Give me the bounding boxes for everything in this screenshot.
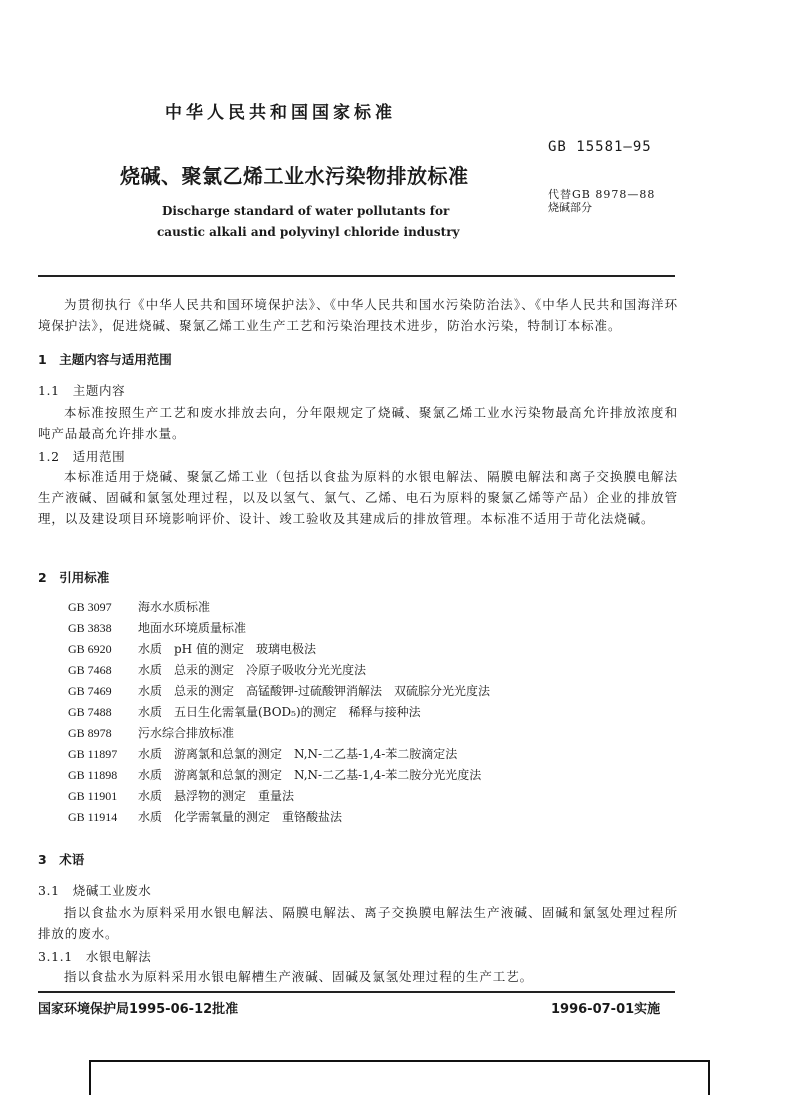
ref-code: GB 11897	[68, 747, 118, 761]
replaces-standard: 代替GB 8978—88	[548, 188, 656, 201]
section-1-2-text: 本标准适用于烧碱、聚氯乙烯工业（包括以食盐为原料的水银电解法、隔膜电解法和离子交换膜电解法生产液碱、固碱和氯氢处理过程，以及以氢气、氯气、乙烯、电石为原料的聚氯乙烯等产品）企业的排放管理，以及建设项目环境影响评价、设计、竣工验收及其建成后的排放管理。本标准不适用于苛化法烧碱。	[38, 469, 678, 526]
ref-code: GB 3838	[68, 621, 112, 635]
section-1-heading: 1 主题内容与适用范围	[38, 352, 172, 367]
section-1-1-text: 本标准按照生产工艺和废水排放去向，分年限规定了烧碱、聚氯乙烯工业水污染物最高允许排放浓度和吨产品最高允许排水量。	[38, 405, 678, 441]
ref-code: GB 8978	[68, 726, 112, 740]
referenced-standards-list	[68, 597, 490, 828]
ref-title: 水质 悬浮物的测定 重量法	[138, 789, 295, 803]
list-item	[68, 702, 490, 723]
ref-title: 水质 游离氯和总氯的测定 N,N-二乙基-1,4-苯二胺滴定法	[138, 747, 458, 761]
english-title-line2: caustic alkali and polyvinyl chloride industry	[157, 225, 460, 239]
ref-title: 污水综合排放标准	[138, 726, 235, 740]
standard-number: GB 15581—95	[548, 139, 652, 155]
list-item	[68, 660, 490, 681]
section-3-1-text: 指以食盐水为原料采用水银电解法、隔膜电解法、离子交换膜电解法生产液碱、固碱和氯氢处理过程所排放的废水。	[38, 905, 678, 941]
list-item	[68, 681, 490, 702]
effective-date: 1996-07-01实施	[551, 1002, 661, 1017]
list-item	[68, 765, 490, 786]
ref-code: GB 3097	[68, 600, 112, 614]
ref-code: GB 6920	[68, 642, 112, 656]
replaces-scope: 烧碱部分	[548, 201, 592, 214]
section-3-1-heading: 3.1 烧碱工业废水	[38, 883, 152, 898]
ref-title: 水质 总汞的测定 冷原子吸收分光光度法	[138, 663, 367, 677]
intro-paragraph: 为贯彻执行《中华人民共和国环境保护法》、《中华人民共和国水污染防治法》、《中华人民共和国海洋环境保护法》，促进烧碱、聚氯乙烯工业生产工艺和污染治理技术进步，防治水污染，特制订本标准。	[38, 297, 678, 333]
section-3-1-1-heading: 3.1.1 水银电解法	[38, 949, 152, 964]
list-item	[68, 744, 490, 765]
ref-title: 水质 化学需氧量的测定 重铬酸盐法	[138, 810, 343, 824]
ref-title: 海水水质标准	[138, 600, 211, 614]
section-3-1-1-text: 指以食盐水为原料采用水银电解槽生产液碱、固碱及氯氢处理过程的生产工艺。	[64, 969, 534, 984]
list-item	[68, 618, 490, 639]
national-standard-title: 中华人民共和国国家标准	[165, 103, 396, 123]
list-item	[68, 597, 490, 618]
section-1-1-heading: 1.1 主题内容	[38, 383, 126, 398]
ref-code: GB 7468	[68, 663, 112, 677]
ref-code: GB 11914	[68, 810, 118, 824]
list-item	[68, 639, 490, 660]
section-2-heading: 2 引用标准	[38, 570, 110, 585]
english-title-line1: Discharge standard of water pollutants for	[162, 204, 450, 218]
ref-title: 水质 五日生化需氧量(BOD₅)的测定 稀释与接种法	[138, 705, 421, 719]
ref-title: 水质 总汞的测定 高锰酸钾-过硫酸钾消解法 双硫腙分光光度法	[138, 684, 491, 698]
ref-code: GB 7488	[68, 705, 112, 719]
header-divider	[38, 275, 675, 277]
list-item	[68, 807, 490, 828]
approval-date: 国家环境保护局1995-06-12批准	[38, 1002, 239, 1017]
ref-code: GB 11898	[68, 768, 118, 782]
ref-title: 地面水环境质量标准	[138, 621, 247, 635]
list-item	[68, 723, 490, 744]
section-3-heading: 3 术语	[38, 852, 85, 867]
footer-divider	[38, 991, 675, 993]
ref-title: 水质 游离氯和总氯的测定 N,N-二乙基-1,4-苯二胺分光光度法	[138, 768, 482, 782]
section-1-2-heading: 1.2 适用范围	[38, 449, 126, 464]
ref-code: GB 7469	[68, 684, 112, 698]
list-item	[68, 786, 490, 807]
document-title: 烧碱、聚氯乙烯工业水污染物排放标准	[120, 164, 469, 188]
ref-code: GB 11901	[68, 789, 118, 803]
ref-title: 水质 pH 值的测定 玻璃电极法	[138, 642, 316, 656]
next-page-frame	[89, 1060, 710, 1095]
